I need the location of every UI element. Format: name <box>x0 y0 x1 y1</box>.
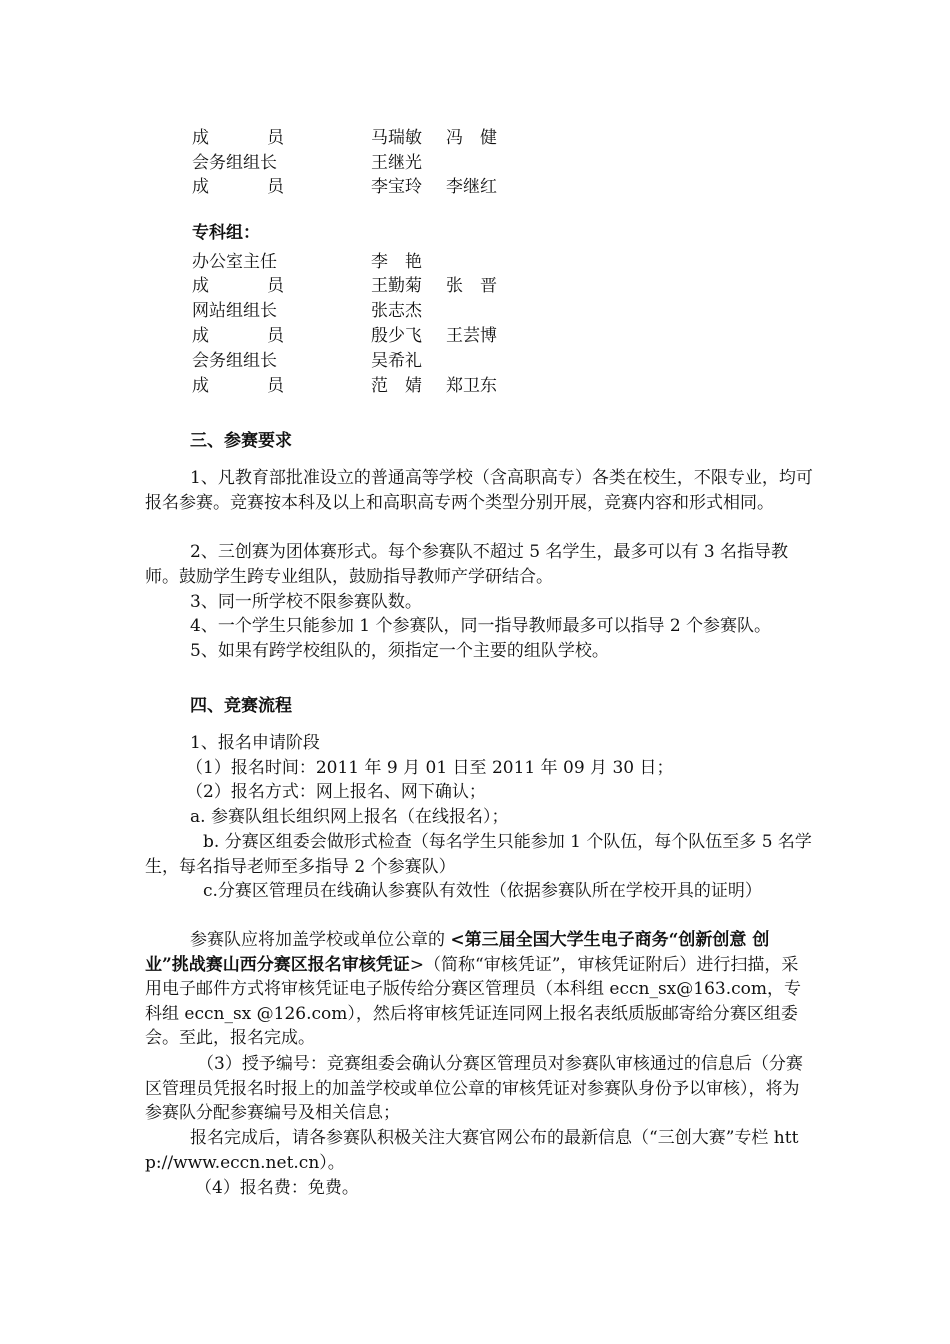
member-name: 王勤菊 <box>371 276 422 296</box>
member-name: 王芸博 <box>446 326 497 346</box>
zhuanke-heading: 专科组： <box>192 223 260 243</box>
role-label: 会务组组长 <box>192 351 277 371</box>
paragraph: 2、三创赛为团体赛形式。每个参赛队不超过 5 名学生，最多可以有 3 名指导教师。鼓励学生跨专业组队，鼓励指导教师产学研结合。 <box>145 542 789 587</box>
role-label: 成 员 <box>192 128 284 148</box>
role-label: 会务组组长 <box>192 153 277 173</box>
role-label: 成 员 <box>192 177 284 197</box>
section-heading: 四、竞赛流程 <box>190 696 292 716</box>
step-a: a. 参赛队组长组织网上报名（在线报名）； <box>190 807 509 827</box>
member-name: 王继光 <box>371 153 422 173</box>
certificate-title: <第三届全国大学生电子商务“创新创意 创业”挑战赛山西分赛区报名审核凭证 <box>145 930 770 975</box>
member-name: 殷少飞 <box>371 326 422 346</box>
role-label: 成 员 <box>192 276 284 296</box>
submission-text: >（简称“审核凭证”，审核凭证附后）进行扫描，采用电子邮件方式将审核凭证电子版传给分赛区管理员（本科组 eccn_sx@163.com，专科组 eccn_sx @126.com），然后将审核凭证连同网上报名表纸质版邮寄给分赛区组委会。至此，报名完成。 <box>145 954 801 1048</box>
after-registration-paragraph: 报名完成后，请各参赛队积极关注大赛官网公布的最新信息（“三创大赛”专栏 http://www.eccn.net.cn）。 <box>145 1128 799 1173</box>
member-name: 李宝玲 <box>371 177 422 197</box>
numbering-paragraph: （3）授予编号：竞赛组委会确认分赛区管理员对参赛队审核通过的信息后（分赛区管理员凭报名时报上的加盖学校或单位公章的审核凭证对参赛队身份予以审核），将为参赛队分配参赛编号及相关信息； <box>145 1054 803 1123</box>
role-label: 网站组组长 <box>192 301 277 321</box>
registration-time: （1）报名时间：2011 年 9 月 01 日至 2011 年 09 月 30 日； <box>186 758 674 778</box>
step-c: c.分赛区管理员在线确认参赛队有效性（依据参赛队所在学校开具的证明） <box>203 881 762 901</box>
paragraph: 3、同一所学校不限参赛队数。 <box>190 592 422 612</box>
registration-method: （2）报名方式：网上报名、网下确认； <box>186 782 486 802</box>
member-name: 郑卫东 <box>446 376 497 396</box>
member-name: 李 艳 <box>371 252 422 272</box>
paragraph: 5、如果有跨学校组队的，须指定一个主要的组队学校。 <box>190 641 609 661</box>
role-label: 办公室主任 <box>192 252 277 272</box>
paragraph: 4、一个学生只能参加 1 个参赛队，同一指导教师最多可以指导 2 个参赛队。 <box>190 616 772 636</box>
member-name: 范 婧 <box>371 376 422 396</box>
step-b: b. 分赛区组委会做形式检查（每名学生只能参加 1 个队伍，每个队伍至多 5 名学生，每名指导老师至多指导 2 个参赛队） <box>145 832 812 877</box>
paragraph: 1、凡教育部批准设立的普通高等学校（含高职高专）各类在校生，不限专业，均可报名参赛。竞赛按本科及以上和高职高专两个类型分别开展，竞赛内容和形式相同。 <box>145 468 813 513</box>
role-label: 成 员 <box>192 326 284 346</box>
section-heading: 三、参赛要求 <box>190 431 292 451</box>
role-label: 成 员 <box>192 376 284 396</box>
member-name: 吴希礼 <box>371 351 422 371</box>
member-name: 张志杰 <box>371 301 422 321</box>
member-name: 张 晋 <box>446 276 497 296</box>
stage-title: 1、报名申请阶段 <box>190 733 320 753</box>
member-name: 马瑞敏 <box>371 128 422 148</box>
submission-paragraph <box>145 928 813 1051</box>
registration-fee: （4）报名费：免费。 <box>195 1178 359 1198</box>
member-name: 冯 健 <box>446 128 497 148</box>
member-name: 李继红 <box>446 177 497 197</box>
submission-text: 参赛队应将加盖学校或单位公章的 <box>190 930 451 950</box>
